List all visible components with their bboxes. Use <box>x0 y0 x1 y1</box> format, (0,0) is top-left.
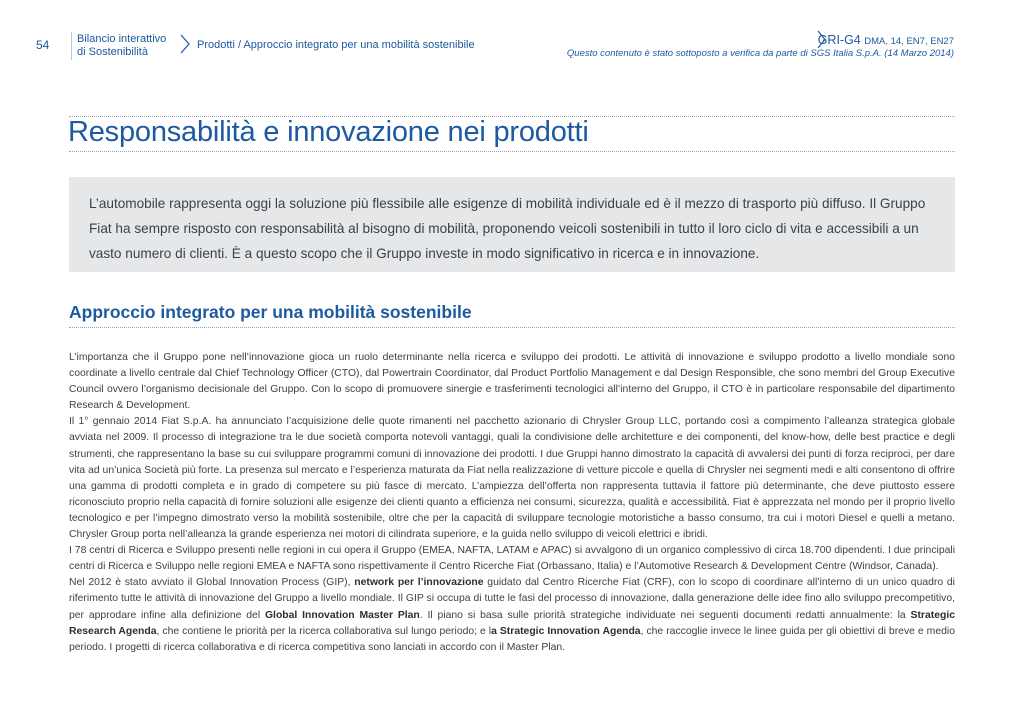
p4-bold-master-plan: Global Innovation Master Plan <box>264 609 420 621</box>
gri-code: GRI-G4 <box>817 33 861 47</box>
intro-text: L’automobile rappresenta oggi la soluzione più flessibile alle esigenze di mobilità individuale ed è il mezzo di trasporto più diffuso. Il Gruppo Fiat ha sempre risposto con responsabilità al bisogno di mobilità, proponendo veicoli sostenibili in tutto il loro ciclo di vita e accessibili a un vasto numero di clienti. È a questo scopo che il Gruppo investe in modo significativo in ricerca e in innovazione. <box>89 196 926 261</box>
body-text <box>69 350 955 656</box>
document-title-line2: di Sostenibilità <box>77 46 148 58</box>
p4-text: Nel 2012 è stato avviato il Global Innovation Process (GIP), <box>69 577 355 589</box>
paragraph-3: I 78 centri di Ricerca e Sviluppo presenti nelle regioni in cui opera il Gruppo (EMEA, NAFTA, LATAM e APAC) si avvalgono di un organico complessivo di circa 18.700 dipendenti. I due principali centri di Ricerca e Sviluppo nelle regioni EMEA e NAFTA sono rispettivamente il Centro Ricerche Fiat (Orbassano, Italia) e l’Automotive Research & Development Centre (Windsor, Canada). <box>69 545 955 573</box>
p4-bold-network: network per l’innovazione <box>354 577 484 589</box>
chevron-right-icon <box>180 34 190 54</box>
document-title-line1: Bilancio interattivo <box>77 33 167 45</box>
page-number: 54 <box>36 38 50 52</box>
intro-box <box>69 177 955 272</box>
gri-reference[interactable] <box>818 33 954 47</box>
section-title: Approccio integrato per una mobilità sostenibile <box>69 302 472 322</box>
page-title: Responsabilità e innovazione nei prodotti <box>68 116 589 148</box>
p4-text: , che contiene le priorità per la ricerca collaborativa sul lungo periodo; e l <box>156 625 492 637</box>
p4-text: , che raccoglie invece le linee guida per gli obiettivi di breve e medio periodo. I progetti di ricerca collaborativa e di ricerca competitiva sono lanciati in accordo con il Master Plan. <box>69 625 955 653</box>
section-rule <box>69 327 955 328</box>
header-divider <box>71 32 72 60</box>
p4-text: guidato dal Centro Ricerche Fiat (CRF), con lo scopo di coordinare all’interno di un unico quadro di riferimento tutte le attività di innovazione del Gruppo a livello mondiale. Il GIP si occupa di tutte le fasi del processo di innovazione, dalla generazione delle idee fino allo sviluppo precompetitivo, per approdare infine alla definizione del <box>69 577 955 621</box>
paragraph-4 <box>69 575 955 655</box>
p4-text: . Il piano si basa sulle priorità strategiche individuate nei seguenti documenti redatti annualmente: la <box>419 609 911 621</box>
breadcrumb[interactable]: Prodotti / Approccio integrato per una mobilità sostenibile <box>197 39 475 51</box>
document-title[interactable] <box>77 33 166 59</box>
p4-bold-innovation-agenda: a Strategic Innovation Agenda <box>491 625 641 637</box>
p4-bold-research-agenda: Strategic Research Agenda <box>69 609 955 637</box>
paragraph-2: Il 1° gennaio 2014 Fiat S.p.A. ha annunciato l’acquisizione delle quote rimanenti nel pacchetto azionario di Chrysler Group LLC, portando così a compimento l’alleanza strategica globale avviata nel 2009. Il processo di integrazione tra le due società comporta notevoli vantaggi, quali la condivisione delle architetture e dei componenti, del know-how, delle best practice e degli strumenti, che rappresentano la base su cui sviluppare programmi comuni di innovazione dei prodotti. I due Gruppi hanno dimostrato la capacità di avvalersi dei punti di forza reciproci, per dare vita ad un’unica Società più forte. La presenza sul mercato e l’esperienza maturata da Fiat nella realizzazione di vetture piccole e quella di Chrysler nei segmenti medi e alti consentono di offrire una gamma di prodotti completa e in grado di competere su più fasce di mercato. L’ampiezza dell’offerta non rappresenta tuttavia il fattore più determinante, che deve piuttosto essere riconosciuto proprio nella capacità di fornire soluzioni alle esigenze dei clienti quanto a efficienza nei consumi, sicurezza, qualità e accessibilità. Fiat è apprezzata nel mondo per il proprio livello tecnologico e per l’impegno dimostrato verso la mobilità sostenibile, oltre che per la capacità di sviluppare tecnologie motoristiche a basso consumo, tra cui i motori Diesel e quelli a metano. Chrysler Group porta nell’alleanza la grande esperienza nei motori di cilindrata superiore, e la guida nello sviluppo di veicoli elettrici e ibridi. <box>69 416 955 541</box>
verification-note: Questo contenuto è stato sottoposto a verifica da parte di SGS Italia S.p.A. (14 Marzo 2014) <box>566 48 954 59</box>
gri-indicators: DMA, 14, EN7, EN27 <box>864 36 954 47</box>
paragraph-1: L’importanza che il Gruppo pone nell’innovazione gioca un ruolo determinante nella ricerca e sviluppo dei prodotti. Le attività di innovazione e sviluppo prodotto a livello mondiale sono coordinate a livello centrale dal Chief Technology Officer (CTO), dal Powertrain Coordinator, dal Product Portfolio Management e dal Design Responsible, che sono membri del Group Executive Council ovvero l’organismo decisionale del Gruppo. Con lo scopo di promuovere sinergie e trasferimenti tecnologici all’interno del Gruppo, il CTO è in particolare responsabile del dipartimento Research & Development. <box>69 352 955 412</box>
title-bottom-rule <box>69 151 955 152</box>
